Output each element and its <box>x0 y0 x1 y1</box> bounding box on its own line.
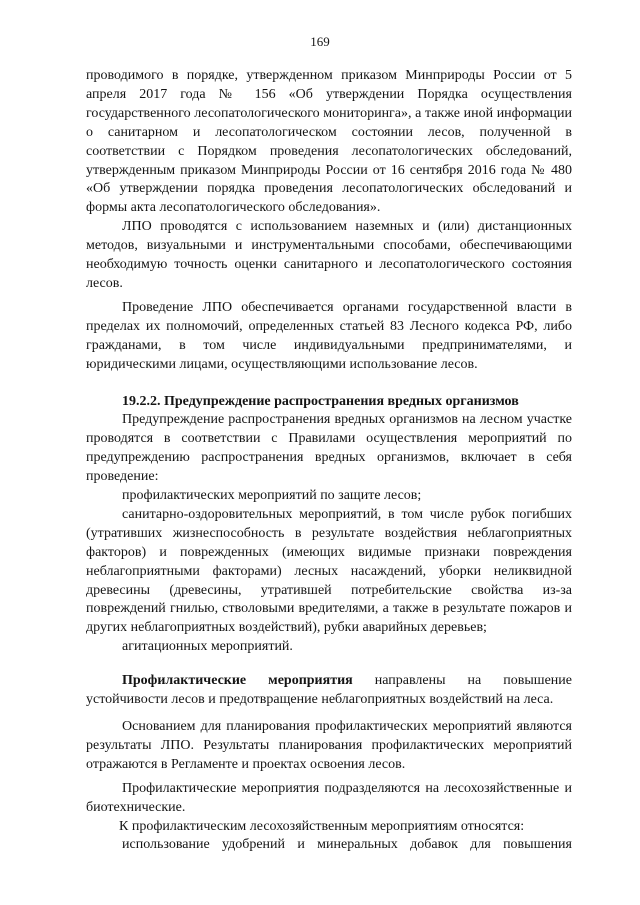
preventive-definition-text: направлены на повышение устойчивости лесов и предотвращение неблагоприятных воздействий на леса. <box>86 673 572 708</box>
paragraph-forestry-measures-intro: К профилактическим лесохозяйственным мероприятиям относятся: <box>119 818 525 834</box>
paragraph-lpo-authorities: Проведение ЛПО обеспечивается органами государственной власти в пределах их полномочий, определенных статьей 83 Лесного кодекса РФ, либо гражданами, в том числе индивидуальными предпринимателями, и юридическими лицами, осуществляющими использование лесов. <box>86 299 572 372</box>
page-body <box>86 67 572 855</box>
section-heading: 19.2.2. Предупреждение распространения вредных организмов <box>122 393 519 409</box>
list-item-preventive-measures: профилактических мероприятий по защите лесов; <box>122 488 422 504</box>
paragraph-order-reference: проводимого в порядке, утвержденном приказом Минприроды России от 5 апреля 2017 года № 156 «Об утверждении Порядка осуществления государственного лесопатологического мониторинга», а также иной информации о санитарном и лесопатологическом состоянии лесов, полученной в соответствии с Порядком проведения лесопатологических обследований, утвержденным приказом Минприроды России от 16 сентября 2016 года № 480 «Об утверждении порядка проведения лесопатологических обследований и формы акта лесопатологического обследования». <box>86 68 572 216</box>
paragraph-measure-types: Профилактические мероприятия подразделяются на лесохозяйственные и биотехнические. <box>86 780 572 815</box>
list-item-sanitary-measures: санитарно-оздоровительных мероприятий, в том числе рубок погибших (утративших жизнеспособность в результате воздействия неблагоприятных факторов) и поврежденных (имеющих видимые признаки повреждения неблагоприятными факторами) лесных насаждений, уборки неликвидной древесины (древесины, утратившей потребительские свойства из-за повреждений гнилью, стволовыми вредителями, а также в результате пожаров и других неблагоприятных воздействий), рубки аварийных деревьев; <box>86 506 572 636</box>
paragraph-prevention-intro: Предупреждение распространения вредных организмов на лесном участке проводятся в соответствии с Правилами осуществления мероприятий по предупреждению распространения вредных организмов, включает в себя проведение: <box>86 412 572 485</box>
paragraph-fertilizer-use: использование удобрений и минеральных добавок для повышения <box>122 837 572 853</box>
paragraph-preventive-definition <box>86 672 572 710</box>
paragraph-lpo-methods: ЛПО проводятся с использованием наземных и (или) дистанционных методов, визуальными и инструментальными способами, обеспечивающими необходимую точность оценки санитарного и лесопатологического состояния лесов. <box>86 219 572 291</box>
term-preventive-measures: Профилактические мероприятия <box>122 673 353 689</box>
list-item-campaign-measures: агитационных мероприятий. <box>122 639 293 655</box>
paragraph-planning-basis: Основанием для планирования профилактических мероприятий являются результаты ЛПО. Результаты планирования профилактических мероприятий отражаются в Регламенте и проектах освоения лесов. <box>86 719 572 772</box>
page-number: 169 <box>310 34 330 49</box>
